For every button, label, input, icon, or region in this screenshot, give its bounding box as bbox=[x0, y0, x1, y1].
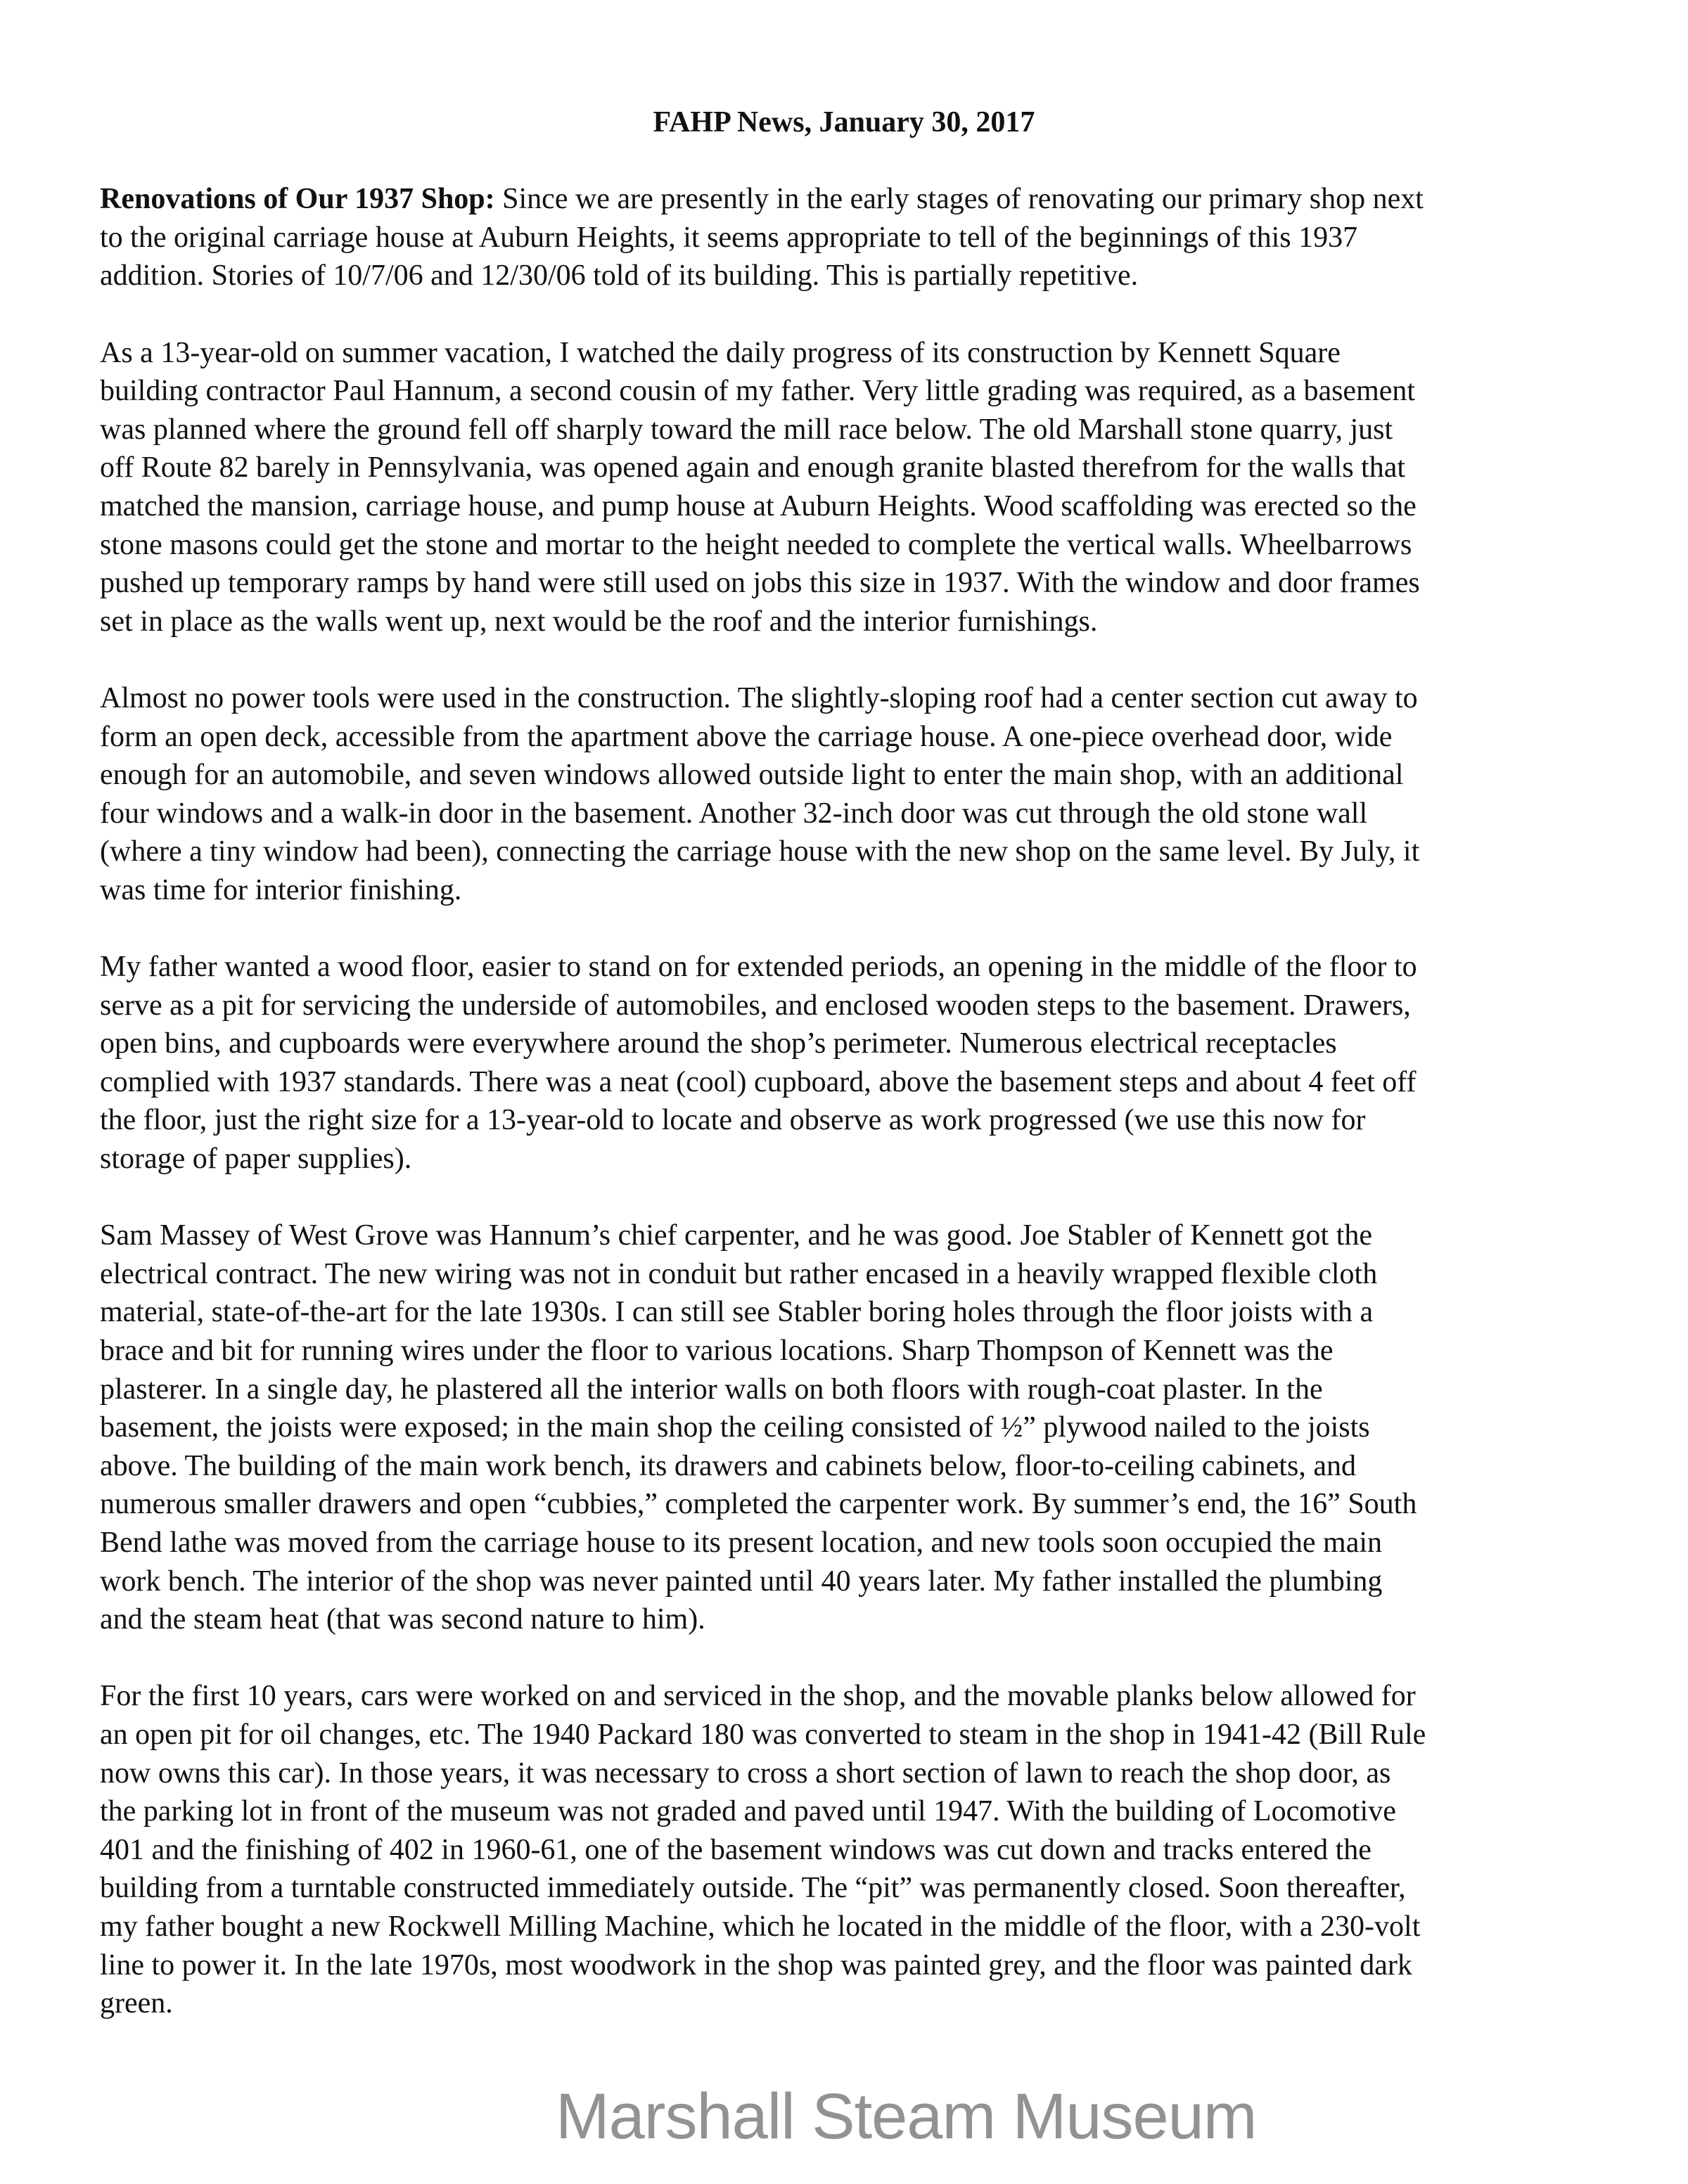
line-text: Bend lathe was moved from the carriage house to its present location, and new tools soon occupied the main bbox=[100, 1526, 1383, 1559]
paragraph bbox=[100, 1677, 1633, 2022]
text-line bbox=[100, 219, 1633, 257]
text-line bbox=[100, 372, 1633, 411]
text-line bbox=[100, 1485, 1633, 1524]
text-line bbox=[100, 180, 1633, 219]
text-line bbox=[100, 1293, 1633, 1332]
paragraph bbox=[100, 1216, 1633, 1639]
line-text: to the original carriage house at Auburn Heights, it seems appropriate to tell of the beginnings of this 1937 bbox=[100, 221, 1358, 254]
text-line bbox=[100, 526, 1633, 565]
line-text: the floor, just the right size for a 13-year-old to locate and observe as work progressed (we use this now for bbox=[100, 1104, 1366, 1137]
text-line bbox=[100, 756, 1633, 795]
text-line bbox=[100, 833, 1633, 871]
line-text: 401 and the finishing of 402 in 1960-61, one of the basement windows was cut down and tracks entered the bbox=[100, 1833, 1372, 1866]
paragraph bbox=[100, 180, 1633, 295]
text-line bbox=[100, 487, 1633, 526]
text-line bbox=[100, 1370, 1633, 1409]
text-line bbox=[100, 1332, 1633, 1370]
text-line bbox=[100, 1408, 1633, 1447]
line-text: open bins, and cupboards were everywhere around the shop’s perimeter. Numerous electrical receptacles bbox=[100, 1027, 1337, 1060]
paragraph bbox=[100, 679, 1633, 910]
text-line bbox=[100, 871, 1633, 910]
text-line bbox=[100, 1984, 1633, 2023]
line-text: Sam Massey of West Grove was Hannum’s chief carpenter, and he was good. Joe Stabler of Kennett got the bbox=[100, 1219, 1373, 1252]
line-text: four windows and a walk-in door in the basement. Another 32-inch door was cut through the old stone wall bbox=[100, 797, 1368, 830]
document-page bbox=[100, 103, 1633, 2061]
text-line bbox=[100, 1946, 1633, 1985]
line-text: and the steam heat (that was second nature to him). bbox=[100, 1603, 705, 1636]
line-text: basement, the joists were exposed; in the main shop the ceiling consisted of ½” plywood nailed to the joists bbox=[100, 1411, 1370, 1444]
line-text: plasterer. In a single day, he plastered all the interior walls on both floors with rough-coat plaster. In the bbox=[100, 1373, 1323, 1406]
text-line bbox=[100, 679, 1633, 718]
line-text: matched the mansion, carriage house, and pump house at Auburn Heights. Wood scaffolding was erected so the bbox=[100, 489, 1417, 522]
line-text: brace and bit for running wires under the floor to various locations. Sharp Thompson of Kennett was the bbox=[100, 1335, 1334, 1367]
line-text: numerous smaller drawers and open “cubbies,” completed the carpenter work. By summer’s end, the 16” South bbox=[100, 1488, 1417, 1521]
text-line bbox=[100, 1524, 1633, 1562]
line-text: my father bought a new Rockwell Milling Machine, which he located in the middle of the floor, with a 230-volt bbox=[100, 1910, 1421, 1943]
text-line bbox=[100, 1562, 1633, 1601]
line-text: electrical contract. The new wiring was not in conduit but rather encased in a heavily wrapped flexible cloth bbox=[100, 1257, 1378, 1290]
text-line bbox=[100, 718, 1633, 757]
line-text: My father wanted a wood floor, easier to stand on for extended periods, an opening in the middle of the floor to bbox=[100, 951, 1417, 984]
text-line bbox=[100, 1792, 1633, 1831]
text-line bbox=[100, 1063, 1633, 1102]
line-text: work bench. The interior of the shop was never painted until 40 years later. My father installed the plumbing bbox=[100, 1565, 1383, 1598]
line-text: storage of paper supplies). bbox=[100, 1143, 412, 1176]
line-text: addition. Stories of 10/7/06 and 12/30/06 told of its building. This is partially repetitive. bbox=[100, 259, 1139, 293]
line-text: Almost no power tools were used in the construction. The slightly-sloping roof had a center section cut away to bbox=[100, 681, 1418, 714]
paragraph bbox=[100, 334, 1633, 641]
text-line bbox=[100, 795, 1633, 833]
text-line bbox=[100, 1908, 1633, 1946]
line-text: now owns this car). In those years, it was necessary to cross a short section of lawn to reach the shop door, as bbox=[100, 1756, 1391, 1790]
line-text: was time for interior finishing. bbox=[100, 873, 462, 906]
line-text: green. bbox=[100, 1987, 173, 2020]
line-text: above. The building of the main work bench, its drawers and cabinets below, floor-to-ceiling cabinets, and bbox=[100, 1449, 1356, 1482]
line-text: an open pit for oil changes, etc. The 1940 Packard 180 was converted to steam in the shop in 1941-42 (Bill Rule bbox=[100, 1718, 1426, 1751]
line-text: Since we are presently in the early stages of renovating our primary shop next bbox=[494, 183, 1424, 216]
text-line bbox=[100, 1677, 1633, 1716]
text-line bbox=[100, 1716, 1633, 1754]
line-text: As a 13-year-old on summer vacation, I watched the daily progress of its construction by Kennett Square bbox=[100, 336, 1341, 369]
text-line bbox=[100, 449, 1633, 487]
line-text: material, state-of-the-art for the late 1930s. I can still see Stabler boring holes through the floor joists with a bbox=[100, 1296, 1374, 1329]
text-line bbox=[100, 1216, 1633, 1255]
text-line bbox=[100, 1831, 1633, 1870]
text-line bbox=[100, 1600, 1633, 1639]
text-line bbox=[100, 411, 1633, 449]
text-line bbox=[100, 603, 1633, 641]
text-line bbox=[100, 1754, 1633, 1793]
text-line bbox=[100, 334, 1633, 373]
line-text: For the first 10 years, cars were worked on and serviced in the shop, and the movable planks below allowed for bbox=[100, 1680, 1416, 1713]
section-heading: Renovations of Our 1937 Shop: bbox=[100, 183, 495, 216]
text-line bbox=[100, 1447, 1633, 1486]
line-text: set in place as the walls went up, next would be the roof and the interior furnishings. bbox=[100, 605, 1098, 638]
document-body bbox=[100, 180, 1633, 2023]
line-text: pushed up temporary ramps by hand were still used on jobs this size in 1937. With the window and door frames bbox=[100, 567, 1420, 600]
line-text: form an open deck, accessible from the apartment above the carriage house. A one-piece overhead door, wide bbox=[100, 720, 1393, 753]
paragraph bbox=[100, 948, 1633, 1178]
line-text: building from a turntable constructed immediately outside. The “pit” was permanently closed. Soon thereafter, bbox=[100, 1872, 1406, 1905]
line-text: serve as a pit for servicing the underside of automobiles, and enclosed wooden steps to the basement. Drawers, bbox=[100, 989, 1411, 1022]
line-text: stone masons could get the stone and mortar to the height needed to complete the vertical walls. Wheelbarrows bbox=[100, 528, 1412, 561]
line-text: off Route 82 barely in Pennsylvania, was opened again and enough granite blasted therefrom for the walls that bbox=[100, 451, 1406, 484]
text-line bbox=[100, 564, 1633, 603]
line-text: line to power it. In the late 1970s, most woodwork in the shop was painted grey, and the floor was painted dark bbox=[100, 1948, 1412, 1981]
line-text: building contractor Paul Hannum, a second cousin of my father. Very little grading was required, as a basement bbox=[100, 375, 1416, 408]
text-line bbox=[100, 987, 1633, 1025]
line-text: enough for an automobile, and seven windows allowed outside light to enter the main shop, with an additional bbox=[100, 759, 1404, 792]
watermark: Marshall Steam Museum bbox=[556, 2081, 1257, 2152]
text-line bbox=[100, 257, 1633, 295]
text-line bbox=[100, 1140, 1633, 1178]
text-line bbox=[100, 1024, 1633, 1063]
document-title: FAHP News, January 30, 2017 bbox=[653, 106, 1035, 139]
text-line bbox=[100, 1869, 1633, 1908]
line-text: the parking lot in front of the museum was not graded and paved until 1947. With the building of Locomotive bbox=[100, 1795, 1396, 1828]
text-line bbox=[100, 948, 1633, 987]
text-line bbox=[100, 1255, 1633, 1294]
line-text: complied with 1937 standards. There was a neat (cool) cupboard, above the basement steps and about 4 feet off bbox=[100, 1065, 1417, 1098]
text-line bbox=[100, 1101, 1633, 1140]
line-text: (where a tiny window had been), connecting the carriage house with the new shop on the same level. By July, it bbox=[100, 835, 1420, 868]
line-text: was planned where the ground fell off sharply toward the mill race below. The old Marshall stone quarry, just bbox=[100, 413, 1393, 446]
